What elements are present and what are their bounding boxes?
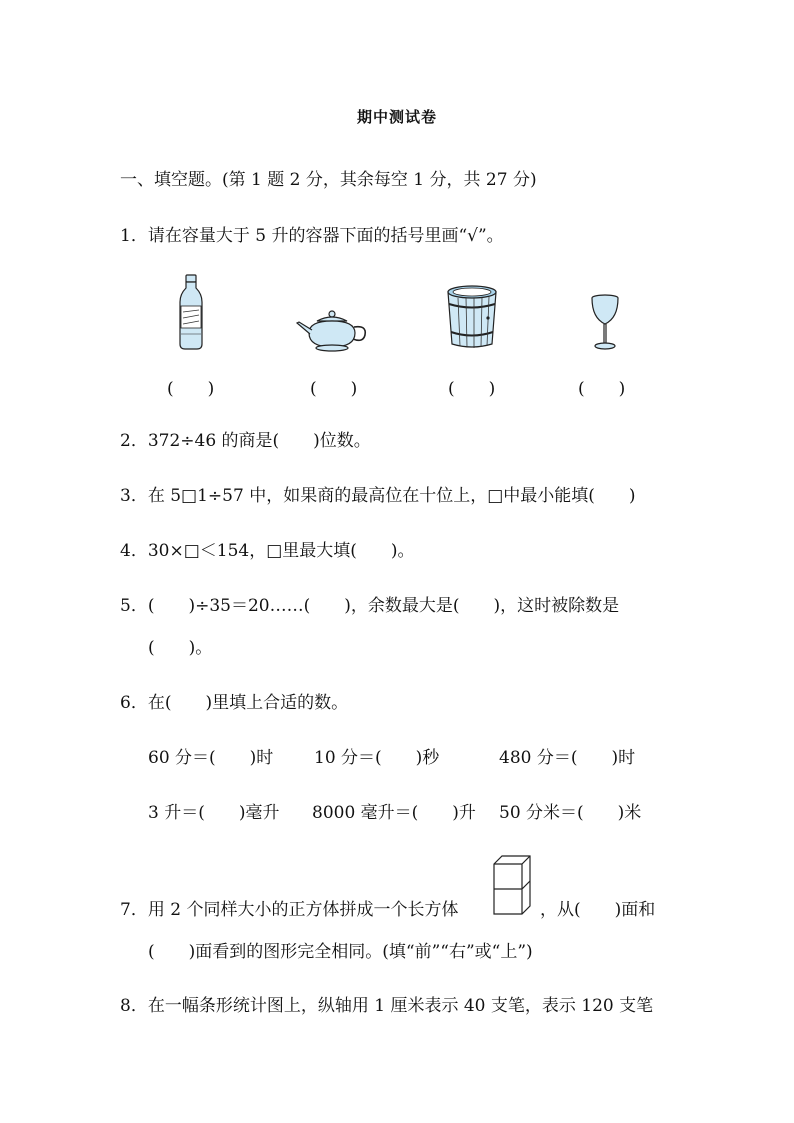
question-7-line-1a: 7．用 2 个同样大小的正方体拼成一个长方体 — [120, 900, 459, 920]
answer-blank[interactable]: ( ) — [448, 379, 496, 399]
question-8: 8．在一幅条形统计图上，纵轴用 1 厘米表示 40 支笔，表示 120 支笔 — [120, 996, 654, 1016]
conversion-item: 50 分米＝( )米 — [499, 803, 642, 823]
answer-blank[interactable]: ( ) — [310, 379, 358, 399]
conversion-item: 10 分＝( )秒 — [314, 748, 440, 768]
question-3: 3．在 5□1÷57 中，如果商的最高位在十位上，□中最小能填( ) — [120, 486, 636, 506]
wine-glass-icon — [590, 294, 620, 350]
conversion-item: 480 分＝( )时 — [499, 748, 636, 768]
question-7-line-1b: ，从( )面和 — [540, 900, 656, 920]
question-1-text: 1．请在容量大于 5 升的容器下面的括号里画“√”。 — [120, 226, 504, 246]
conversion-item: 8000 毫升＝( )升 — [312, 803, 476, 823]
section-heading: 一、填空题。(第 1 题 2 分，其余每空 1 分，共 27 分) — [120, 170, 537, 190]
question-2: 2．372÷46 的商是( )位数。 — [120, 431, 371, 451]
conversion-item: 3 升＝( )毫升 — [148, 803, 280, 823]
wooden-bucket-icon — [446, 284, 498, 350]
question-5-line-1: 5．( )÷35＝20……( )，余数最大是( )，这时被除数是 — [120, 596, 620, 616]
teapot-icon — [295, 307, 369, 353]
page-title: 期中测试卷 — [356, 108, 437, 126]
question-7-line-2: ( )面看到的图形完全相同。(填“前”“右”或“上”) — [148, 942, 533, 962]
stacked-cubes-icon — [492, 854, 532, 916]
question-6-text: 6．在( )里填上合适的数。 — [120, 693, 349, 713]
answer-blank[interactable]: ( ) — [578, 379, 626, 399]
conversion-item: 60 分＝( )时 — [148, 748, 274, 768]
question-4: 4．30×□＜154，□里最大填( )。 — [120, 541, 415, 561]
question-5-line-2: ( )。 — [148, 638, 213, 658]
water-bottle-icon — [178, 274, 204, 350]
answer-blank[interactable]: ( ) — [167, 379, 215, 399]
